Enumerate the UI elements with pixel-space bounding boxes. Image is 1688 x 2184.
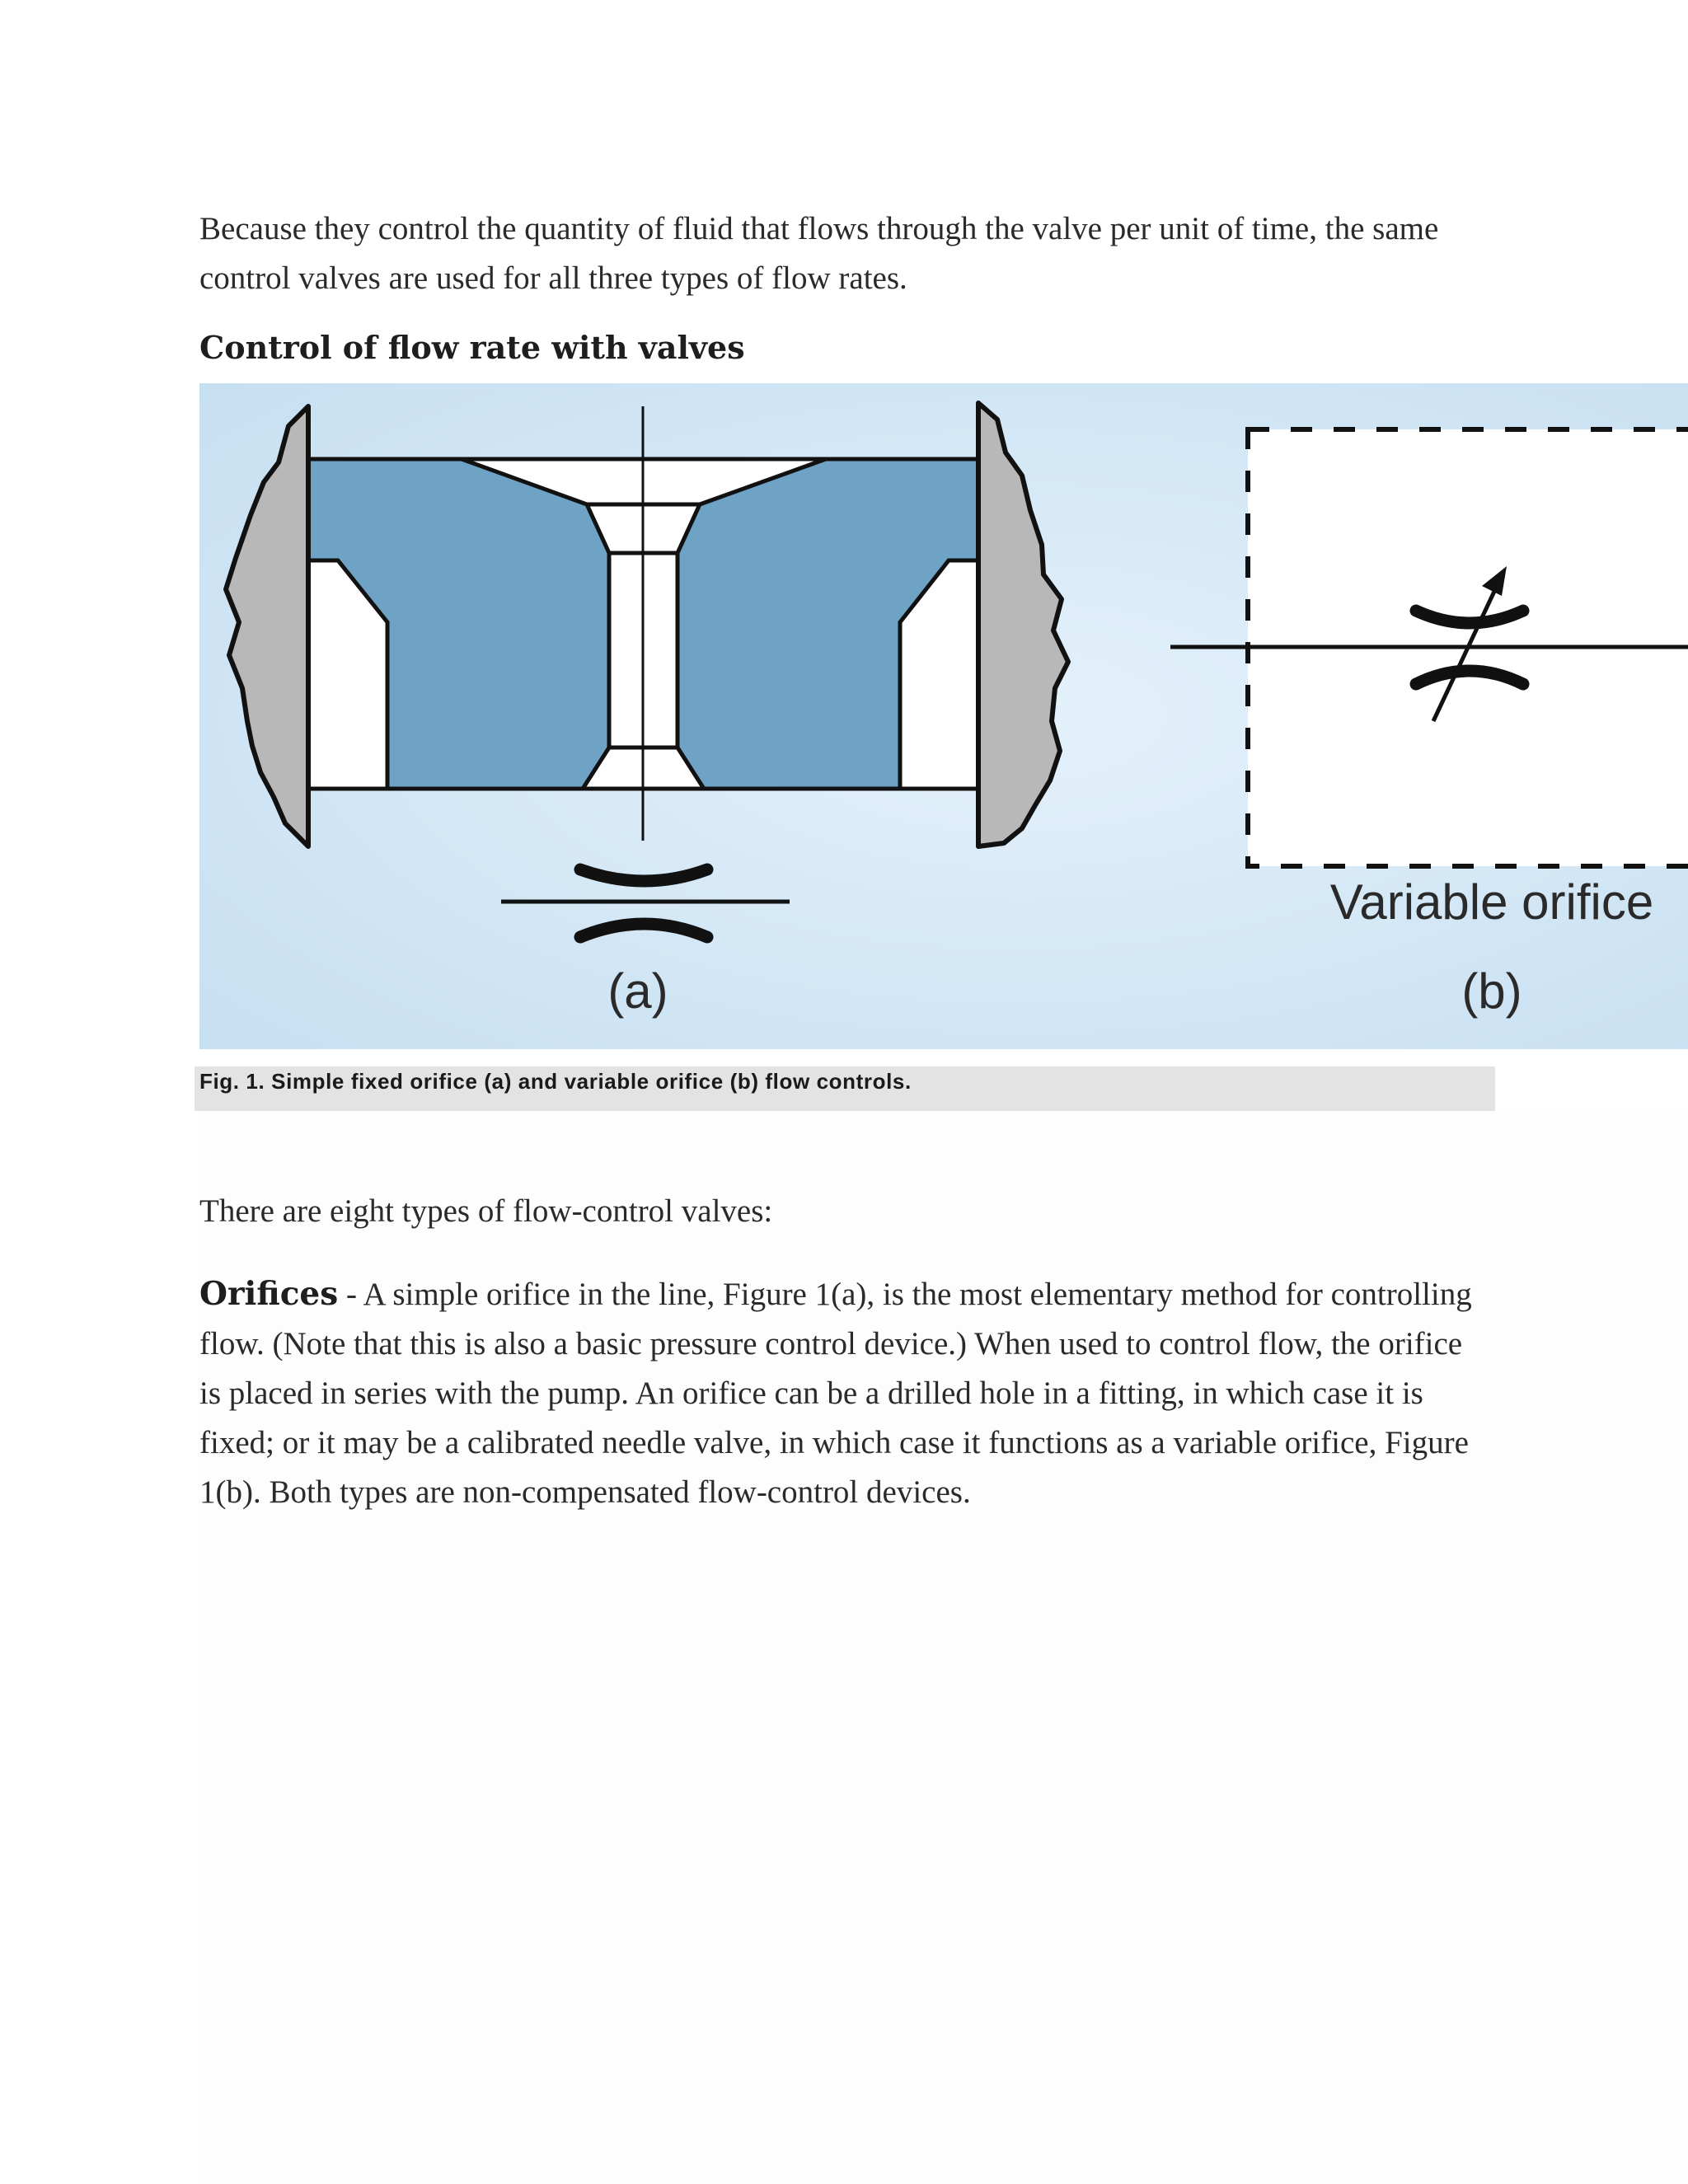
- orifices-term: Orifices: [199, 1275, 339, 1313]
- section-heading: Control of flow rate with valves: [199, 329, 745, 366]
- figure-caption: Fig. 1. Simple fixed orifice (a) and variable orifice (b) flow controls.: [195, 1066, 1495, 1111]
- variable-orifice-diagram: [1170, 429, 1688, 866]
- label-b-title: Variable orifice: [1329, 874, 1654, 930]
- label-b: (b): [1461, 963, 1522, 1019]
- intro-paragraph: Because they control the quantity of fluid that flows through the valve per unit of time, the same control valves are used for all three types of flow rates.: [199, 211, 1439, 296]
- orifices-text: - A simple orifice in the line, Figure 1(a), is the most elementary method for controlling flow. (Note that this is also a basic pressure control device.) When used to control flow, the orifice is placed in series with the pump. An orifice can be a drilled hole in a fitting, in which case it is fixed; or it may be a calibrated needle valve, in which case it functions as a variable orifice, Figure 1(b). Both types are non-compensated flow-control devices.: [199, 1277, 1472, 1510]
- orifices-paragraph: [199, 1269, 1485, 1517]
- types-intro: There are eight types of flow-control valves:: [199, 1193, 773, 1229]
- orifice-figure: [199, 383, 1688, 1049]
- label-a: (a): [607, 963, 668, 1019]
